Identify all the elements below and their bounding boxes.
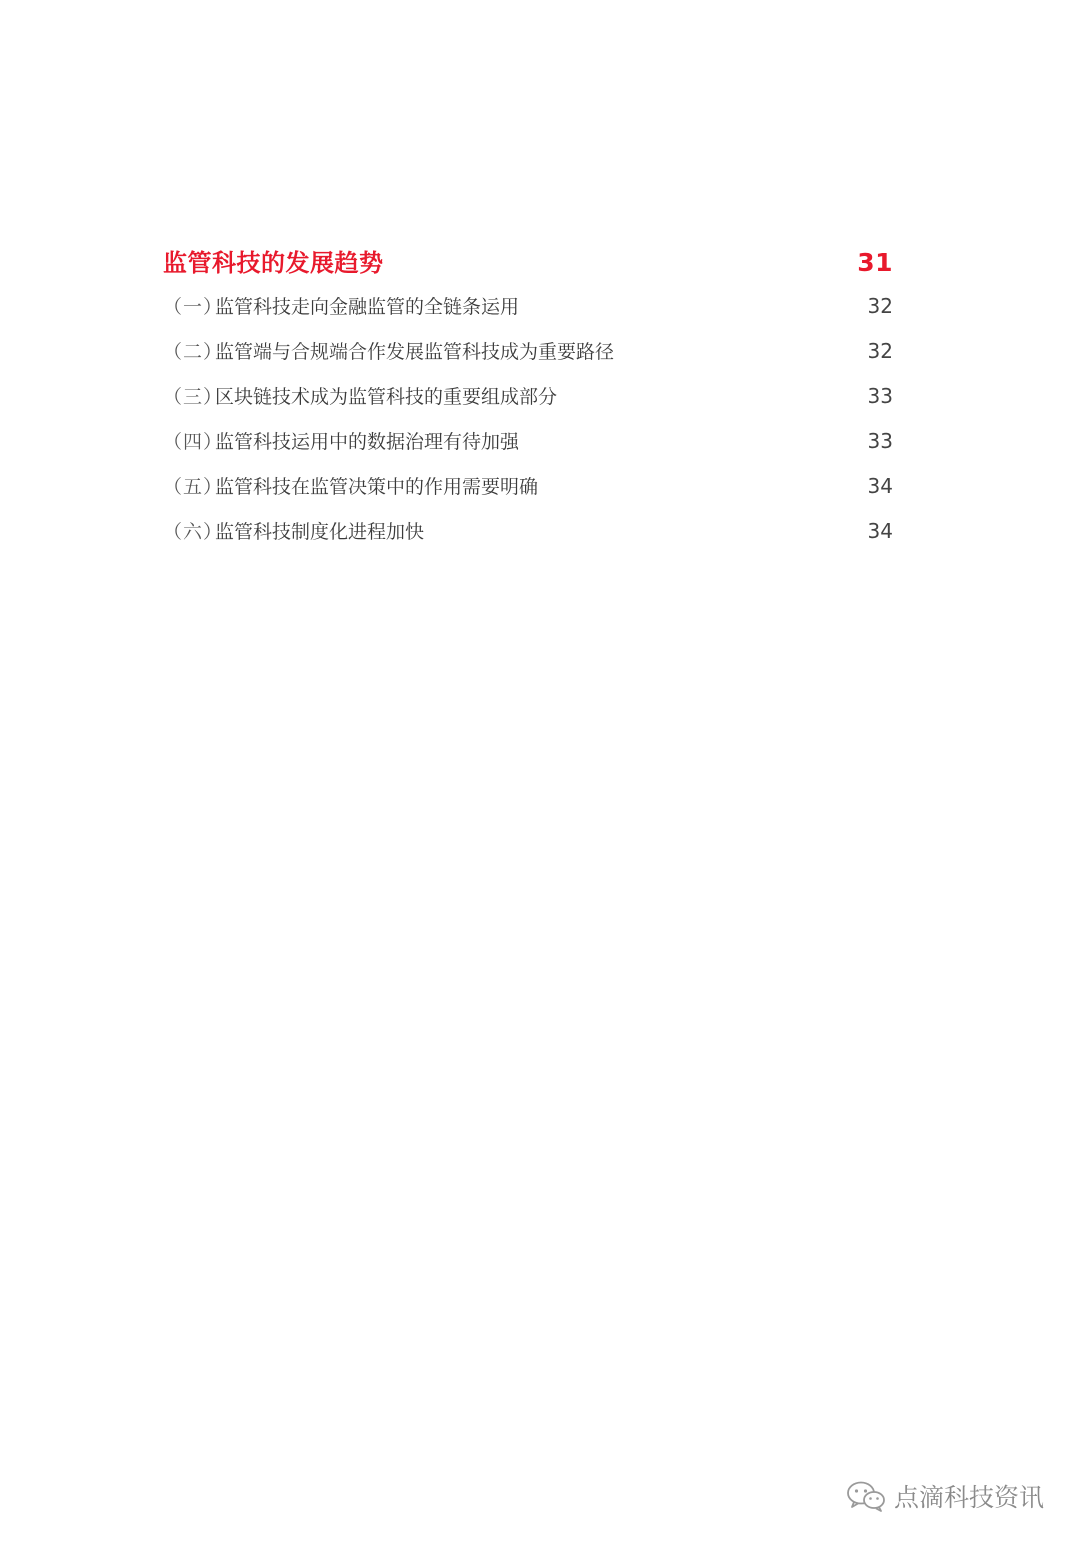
toc-item[interactable]: [163, 418, 895, 463]
toc-item-title: 区块链技术成为监管科技的重要组成部分: [215, 386, 558, 408]
toc-item-title: 监管科技在监管决策中的作用需要明确: [215, 476, 539, 498]
toc-item-label: [163, 517, 424, 544]
toc-item-page: 33: [867, 383, 893, 408]
toc-item-page: 34: [867, 473, 893, 498]
toc-item-number: （六）: [163, 521, 224, 543]
toc-item-page: 32: [867, 338, 893, 363]
section-title: 监管科技的发展趋势: [163, 249, 384, 277]
toc-item-number: （二）: [163, 341, 224, 363]
toc-item-label: [163, 472, 538, 499]
toc-item-title: 监管端与合规端合作发展监管科技成为重要路径: [215, 341, 615, 363]
wechat-icon: [846, 1480, 886, 1512]
toc-item-page: 34: [867, 518, 893, 543]
toc-item[interactable]: [163, 463, 895, 508]
table-of-contents: [163, 243, 895, 553]
toc-item-number: （五）: [163, 476, 224, 498]
section-page-number: 31: [857, 248, 893, 277]
toc-item[interactable]: [163, 508, 895, 553]
toc-item-number: （四）: [163, 431, 224, 453]
toc-item-number: （三）: [163, 386, 224, 408]
toc-item-title: 监管科技制度化进程加快: [215, 521, 425, 543]
toc-item-label: [163, 382, 557, 409]
toc-section-heading[interactable]: [163, 243, 895, 283]
toc-item-page: 32: [867, 293, 893, 318]
toc-item-label: [163, 337, 614, 364]
toc-item-label: [163, 427, 519, 454]
toc-item-page: 33: [867, 428, 893, 453]
toc-item[interactable]: [163, 373, 895, 418]
toc-item-label: [163, 292, 519, 319]
toc-item[interactable]: [163, 283, 895, 328]
toc-item-number: （一）: [163, 296, 224, 318]
toc-list: [163, 283, 895, 553]
toc-item-title: 监管科技走向金融监管的全链条运用: [215, 296, 520, 318]
toc-item[interactable]: [163, 328, 895, 373]
toc-item-title: 监管科技运用中的数据治理有待加强: [215, 431, 520, 453]
watermark: [846, 1478, 1044, 1514]
watermark-text: 点滴科技资讯: [893, 1483, 1044, 1512]
